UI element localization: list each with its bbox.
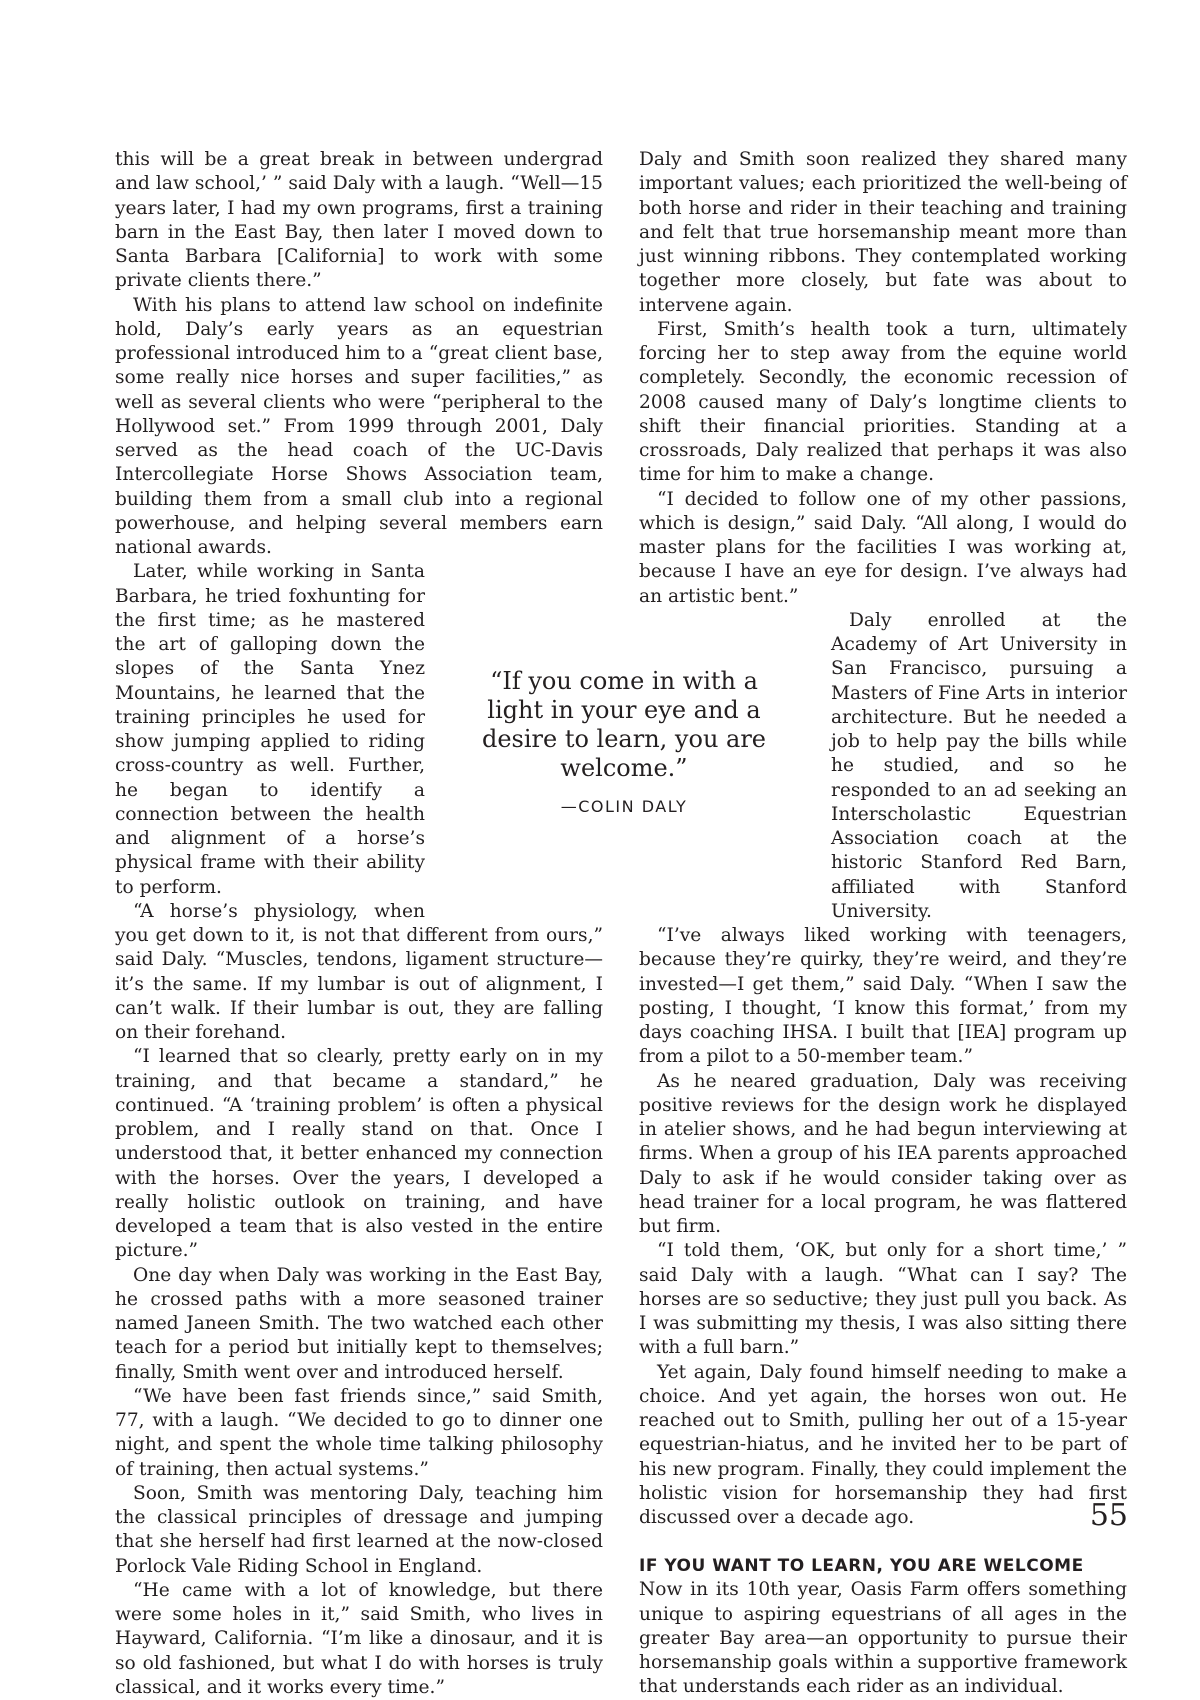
body-paragraph: Now in its 10th year, Oasis Farm offers something unique to aspiring equestrians of all ages in the greater Bay area—an opportunity to pursue their horsemanship goals within a supportive framework that understands each rider as an individual. — [639, 1579, 1127, 1698]
body-paragraph: “I told them, ‘OK, but only for a short time,’ ” said Daly with a laugh. “What can I say? The horses are so seductive; they just pull you back. As I was submitting my thesis, I was also sitting there with a full barn.” — [639, 1240, 1127, 1359]
body-paragraph: “I decided to follow one of my other passions, which is design,” said Daly. “All along, I would do master plans for the facilities I was working at, because I have an eye for design. I’ve always had an artistic bent.” — [639, 488, 1127, 607]
body-paragraph: Soon, Smith was mentoring Daly, teaching him the classical principles of dressage and jumping that she herself had first learned at the now-closed Porlock Vale Riding School in England. — [115, 1482, 603, 1577]
body-paragraph: this will be a great break in between undergrad and law school,’ ” said Daly with a laugh. “Well—15 years later, I had my own programs, first a training barn in the East Bay, then later I moved down to Santa Barbara [California] to work with some private clients there.” — [115, 149, 603, 292]
body-paragraph: With his plans to attend law school on indefinite hold, Daly’s early years as an equestrian professional introduced him to a “great client base, some really nice horses and super facilities,” as well as several clients who were “peripheral to the Hollywood set.” From 1999 through 2001, Daly served as the head coach of the UC-Davis Intercollegiate Horse Shows Association team, building them from a small club into a regional powerhouse, and helping several members earn national awards. — [115, 294, 603, 558]
page-number: 55 — [1089, 1498, 1128, 1533]
article-column-right — [639, 148, 1127, 1700]
body-paragraph: “We have been fast friends since,” said Smith, 77, with a laugh. “We decided to go to dinner one night, and spent the whole time talking philosophy of training, then actual systems.” — [115, 1385, 603, 1480]
pull-quote — [462, 667, 786, 816]
body-paragraph: “I’ve always liked working with teenagers, because they’re quirky, they’re weird, and they’re invested—I get them,” said Daly. “When I saw the posting, I thought, ‘I know this format,’ from my days coaching IHSA. I built that [IEA] program up from a pilot to a 50-member team.” — [639, 925, 1127, 1068]
body-paragraph: As he neared graduation, Daly was receiving positive reviews for the design work he displayed in atelier shows, and he had begun interviewing at firms. When a group of his IEA parents approached Daly to ask if he would consider taking over as head trainer for a local program, he was flattered but firm. — [639, 1070, 1127, 1237]
section-subheading: IF YOU WANT TO LEARN, YOU ARE WELCOME — [639, 1556, 1084, 1577]
body-paragraph: Later, while working in Santa Barbara, he tried foxhunting for the first time; as he mastered the art of galloping down the slopes of the Santa Ynez Mountains, he learned that the training principles he used for show jumping applied to riding cross-country as well. Further, he began to identify a connection between the health and alignment of a horse’s physical frame with their ability to perform. — [115, 561, 425, 898]
body-paragraph: Daly and Smith soon realized they shared many important values; each prioritized the well-being of both horse and rider in their teaching and training and felt that true horsemanship meant more than just winning ribbons. They contemplated working together more closely, but fate was about to intervene again. — [639, 149, 1127, 316]
body-paragraph: “A horse’s physiology, when you get down to it, is not that different from ours,” said Daly. “Muscles, tendons, ligament structure—it’s the same. If my lumbar is out of alignment, I can’t walk. If their lumbar is out, they are falling on their forehand. — [115, 900, 603, 1043]
pull-quote-attribution: —COLIN DALY — [560, 797, 688, 816]
body-paragraph: Yet again, Daly found himself needing to make a choice. And yet again, the horses won out. He reached out to Smith, pulling her out of a 15-year equestrian-hiatus, and he invited her to be part of his new program. Finally, they could implement the holistic vision for horsemanship they had first discussed over a decade ago. — [639, 1361, 1127, 1528]
article-column-left — [115, 148, 603, 1700]
body-paragraph: “I learned that so clearly, pretty early on in my training, and that became a standard,” he continued. “A ‘training problem’ is often a physical problem, and I really stand on that. Once I understood that, it better enhanced my connection with the horses. Over the years, I developed a really holistic outlook on training, and have developed a team that is also vested in the entire picture.” — [115, 1046, 603, 1262]
body-paragraph: Daly enrolled at the Academy of Art University in San Francisco, pursuing a Masters of Fine Arts in interior architecture. But he needed a job to help pay the bills while he studied, and so he responded to an ad seeking an Interscholastic Equestrian Association coach at the historic Stanford Red Barn, affiliated with Stanford University. — [831, 609, 1127, 922]
pull-quote-text: “If you come in with a light in your eye and a desire to learn, you are welcome.” — [481, 667, 767, 782]
body-paragraph: First, Smith’s health took a turn, ultimately forcing her to step away from the equine world completely. Secondly, the economic recession of 2008 caused many of Daly’s longtime clients to shift their financial priorities. Standing at a crossroads, Daly realized that perhaps it was also time for him to make a change. — [639, 318, 1127, 486]
body-paragraph: One day when Daly was working in the East Bay, he crossed paths with a more seasoned trainer named Janeen Smith. The two watched each other teach for a period but initially kept to themselves; finally, Smith went over and introduced herself. — [115, 1264, 603, 1383]
body-paragraph: “He came with a lot of knowledge, but there were some holes in it,” said Smith, who lives in Hayward, California. “I’m like a dinosaur, and it is so old fashioned, but what I do with horses is truly classical, and it works every time.” — [115, 1579, 603, 1698]
